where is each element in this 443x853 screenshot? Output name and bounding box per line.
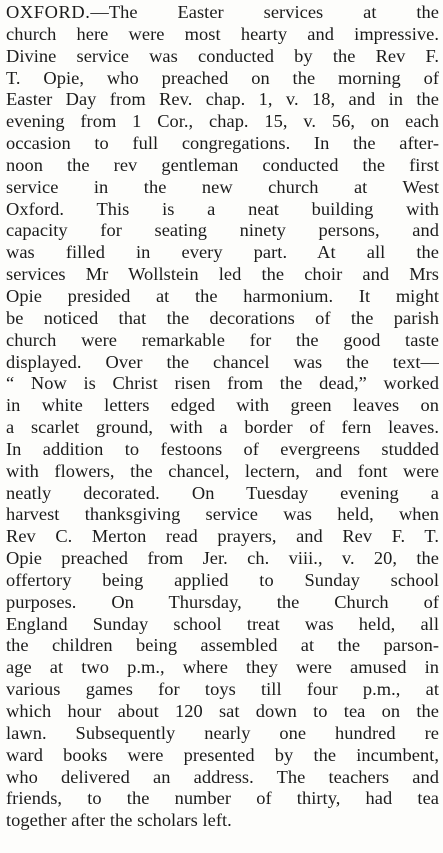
article-line: various games for toys till four p.m., at	[6, 679, 439, 700]
article-line: purposes. On Thursday, the Church of	[6, 591, 439, 612]
article-line: services Mr Wollstein led the choir and Mrs	[6, 264, 439, 285]
article-line: church here were most hearty and impressive.	[6, 23, 439, 44]
article-dateline: OXFORD.	[6, 2, 91, 22]
article-line: in white letters edged with green leaves on	[6, 395, 439, 416]
article-line: friends, to the number of thirty, had tea	[6, 788, 439, 809]
article-line: Oxford. This is a neat building with	[6, 198, 439, 219]
article-line: “ Now is Christ risen from the dead,” worked	[6, 373, 439, 394]
article-line: ward books were presented by the incumbent,	[6, 744, 439, 765]
article-line: lawn. Subsequently nearly one hundred re	[6, 722, 439, 743]
article-line: England Sunday school treat was held, all	[6, 613, 439, 634]
article-line: Opie preached from Jer. ch. viii., v. 20, the	[6, 548, 439, 569]
article-line: church were remarkable for the good taste	[6, 329, 439, 350]
article-line: capacity for seating ninety persons, and	[6, 220, 439, 241]
article-line: T. Opie, who preached on the morning of	[6, 67, 439, 88]
article-line: noon the rev gentleman conducted the first	[6, 154, 439, 175]
article-line: the children being assembled at the parson-	[6, 635, 439, 656]
article-line: a scarlet ground, with a border of fern leaves.	[6, 417, 439, 438]
article-line: age at two p.m., where they were amused in	[6, 657, 439, 678]
article-line: service in the new church at West	[6, 176, 439, 197]
article-line	[6, 2, 439, 24]
article-line: be noticed that the decorations of the parish	[6, 307, 439, 328]
article-line: displayed. Over the chancel was the text—	[6, 351, 439, 372]
article-line: occasion to full congregations. In the after-	[6, 133, 439, 154]
article-line: who delivered an address. The teachers and	[6, 766, 439, 787]
article-line: with flowers, the chancel, lectern, and font were	[6, 460, 439, 481]
article-line: harvest thanksgiving service was held, when	[6, 504, 439, 525]
article-line: evening from 1 Cor., chap. 15, v. 56, on each	[6, 111, 439, 132]
article-line: Divine service was conducted by the Rev F.	[6, 45, 439, 66]
article-line: was filled in every part. At all the	[6, 242, 439, 263]
article-line: together after the scholars left.	[6, 810, 232, 831]
article-line: Easter Day from Rev. chap. 1, v. 18, and in the	[6, 89, 439, 110]
article-line: In addition to festoons of evergreens studded	[6, 438, 439, 459]
article-line: Rev C. Merton read prayers, and Rev F. T.	[6, 526, 439, 547]
article-line: which hour about 120 sat down to tea on the	[6, 701, 439, 721]
article-line: offertory being applied to Sunday school	[6, 569, 439, 590]
article-line: Opie presided at the harmonium. It might	[6, 285, 439, 306]
article-line: neatly decorated. On Tuesday evening a	[6, 482, 439, 503]
article-line-text: —The Easter services at the	[90, 2, 439, 22]
